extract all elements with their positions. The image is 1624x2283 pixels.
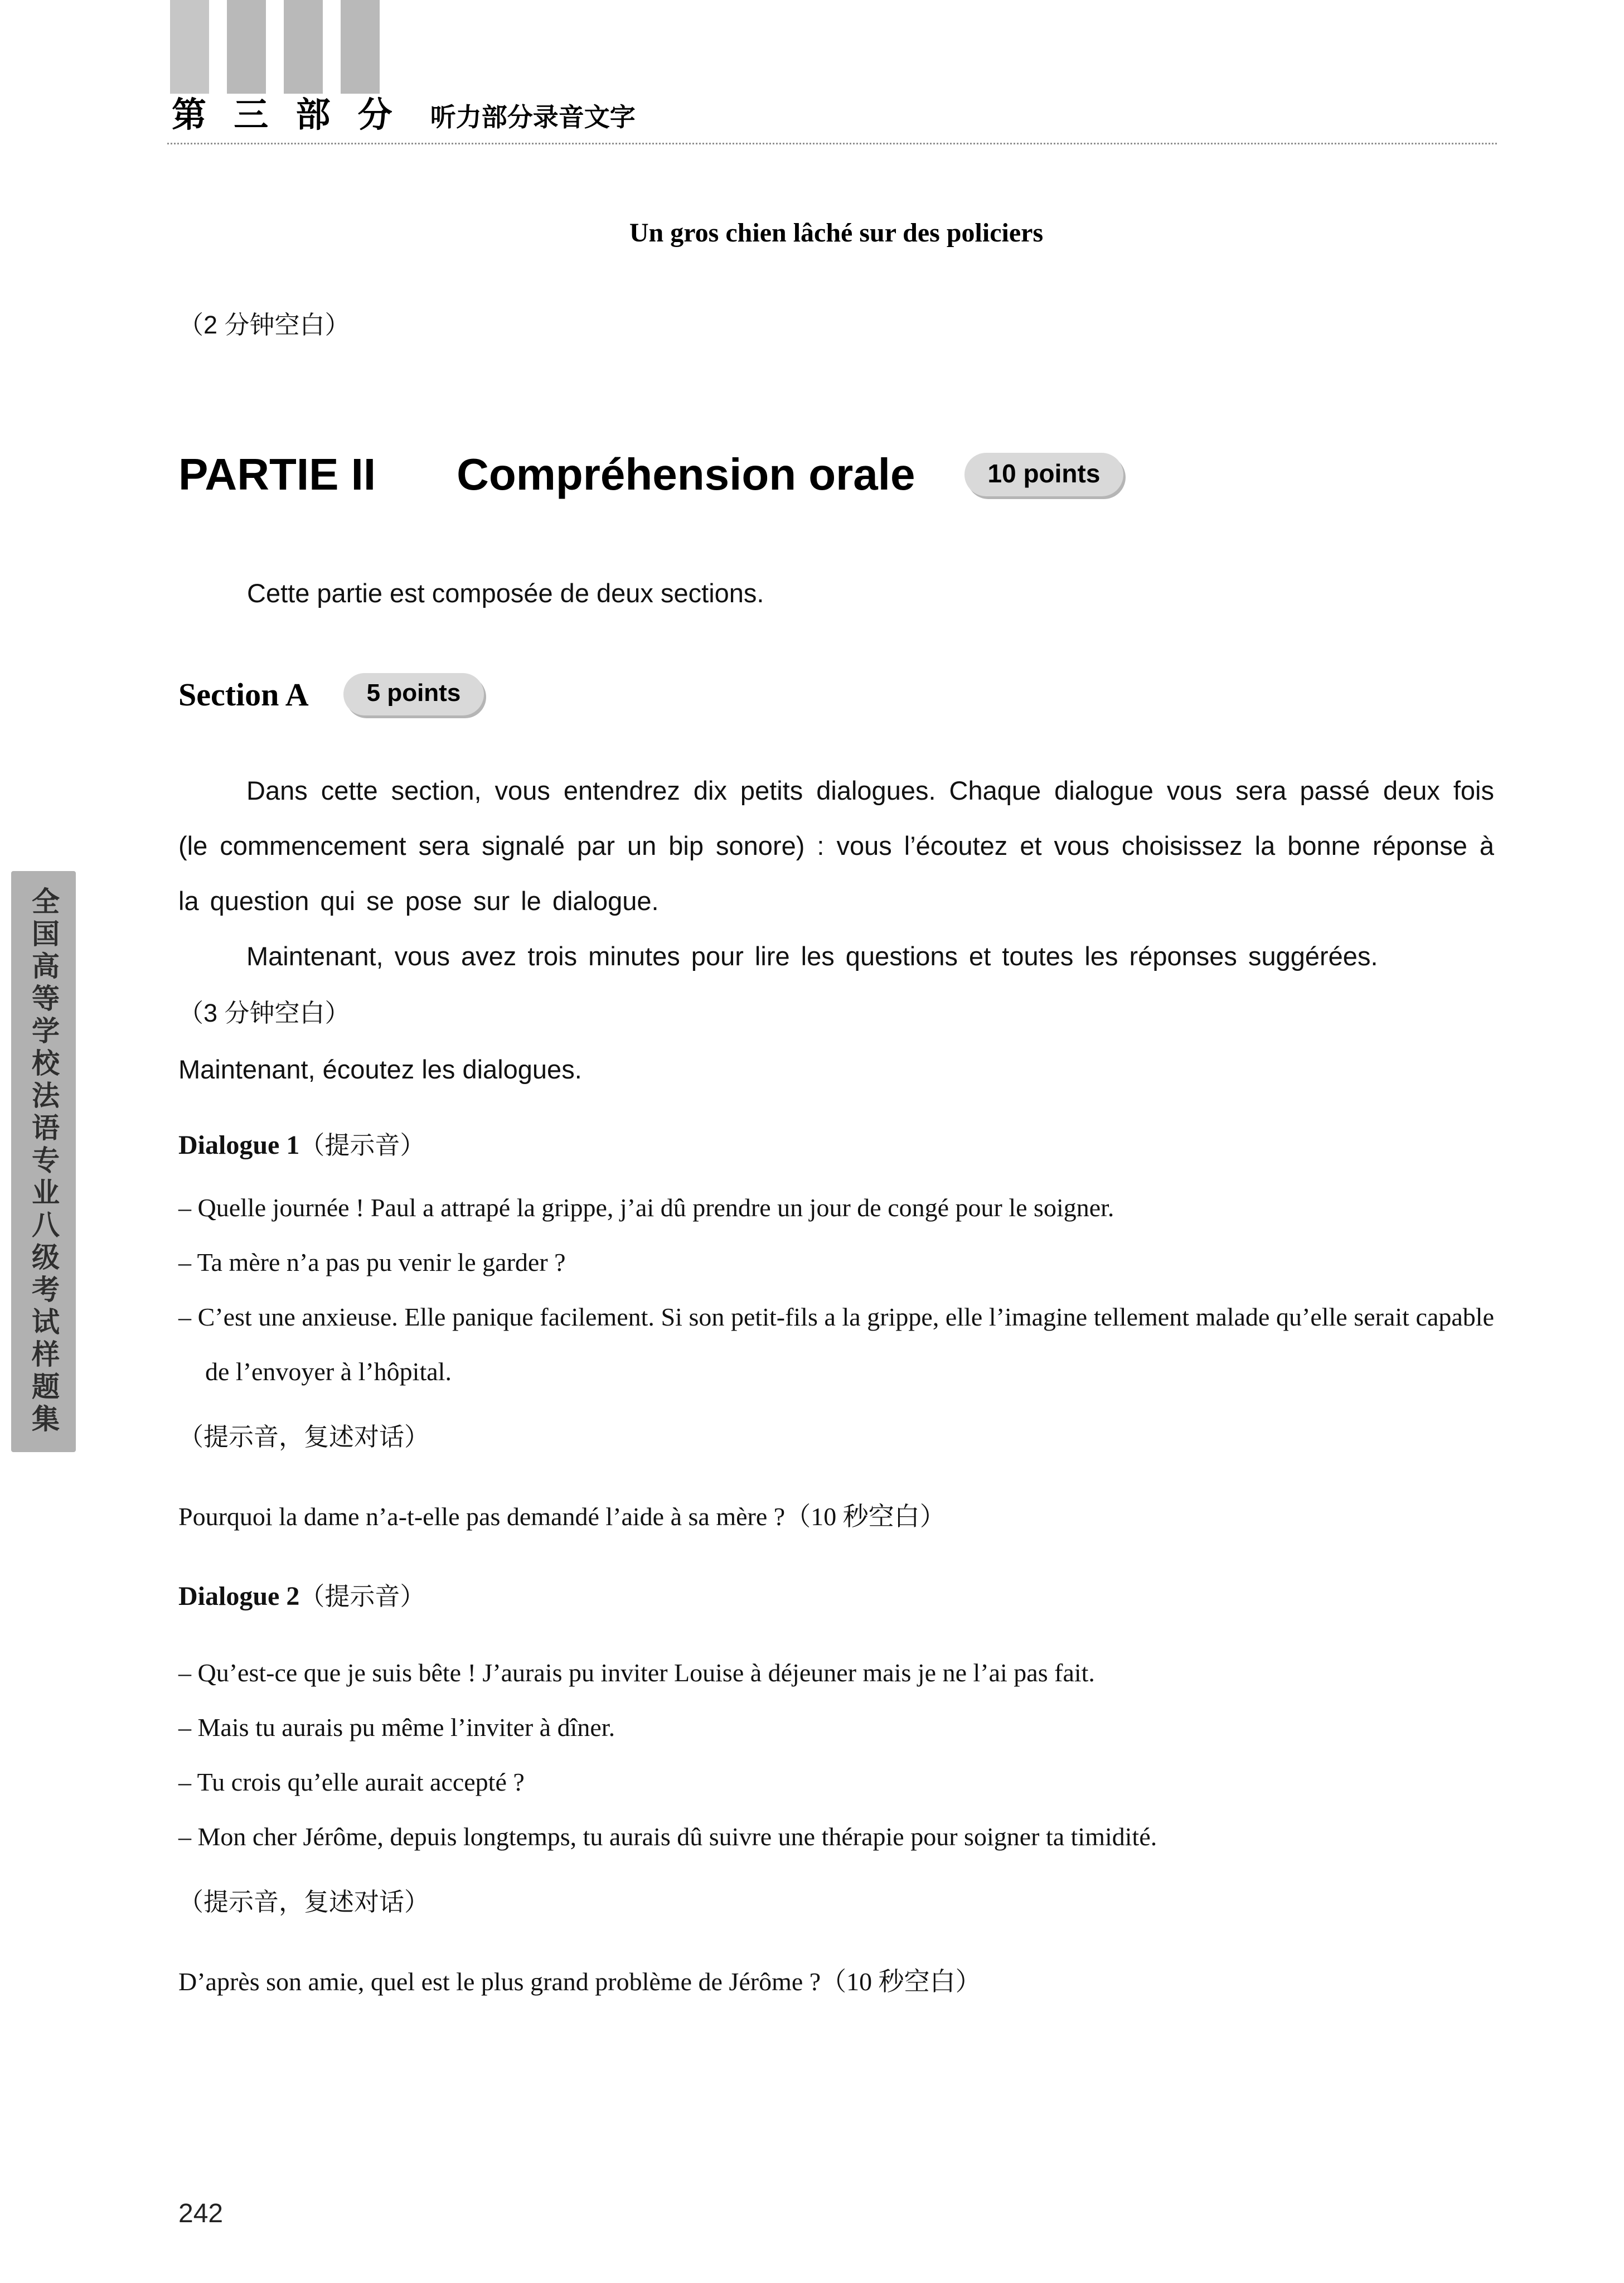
- dialogue-1-replay-note: （提示音，复述对话）: [178, 1423, 430, 1451]
- page-number: 242: [178, 2199, 224, 2228]
- dialogue-1-cue: （提示音）: [299, 1131, 425, 1159]
- section-a-label: Section A: [178, 676, 309, 713]
- dialogue-1-question: Pourquoi la dame n’a-t-elle pas demandé l’aide à sa mère ?（10 秒空白）: [178, 1502, 946, 1531]
- passage-title: Un gros chien lâché sur des policiers: [629, 218, 1044, 248]
- dialogue-line: – Tu crois qu’elle aurait accepté ?: [178, 1768, 525, 1796]
- dialogue-line: – Mais tu aurais pu même l’inviter à dîner.: [178, 1713, 615, 1742]
- dialogue-2-question: D’après son amie, quel est le plus grand problème de Jérôme ?（10 秒空白）: [178, 1967, 981, 1996]
- partie-points-badge: 10 points: [964, 453, 1124, 496]
- dialogue-2-replay-note: （提示音，复述对话）: [178, 1888, 430, 1916]
- section-a-instructions-2: Maintenant, vous avez trois minutes pour lire les questions et toutes les réponses suggérées.: [246, 941, 1378, 971]
- partie-title: Compréhension orale: [457, 449, 915, 499]
- dialogue-2-heading: [178, 1578, 1494, 1615]
- section-a-heading: [178, 673, 1494, 715]
- dialogue-line: – Ta mère n’a pas pu venir le garder ?: [178, 1248, 566, 1276]
- dialogue-line: – Qu’est-ce que je suis bête ! J’aurais pu inviter Louise à déjeuner mais je ne l’ai pas fait.: [178, 1658, 1095, 1687]
- partie-label: PARTIE II: [178, 449, 376, 499]
- header-section-label: 听力部分录音文字: [430, 103, 636, 132]
- dialogue-1-lines: [178, 1181, 1494, 1399]
- dialogue-1-heading: [178, 1127, 1494, 1164]
- sidebar-book-title: 全国高等学校法语专业八级考试样题集: [11, 871, 76, 1452]
- dialogue-line: – Mon cher Jérôme, depuis longtemps, tu aurais dû suivre une thérapie pour soigner ta timidité.: [178, 1822, 1157, 1851]
- content-column: [178, 0, 1494, 2001]
- section-a-instructions-1: Dans cette section, vous entendrez dix petits dialogues. Chaque dialogue vous sera passé deux fois (le commencement sera signalé par un bip sonore) : vous l’écoutez et vous choisissez la bonne réponse à la question qui se pose sur le dialogue.: [178, 776, 1494, 916]
- dialogue-1-label: Dialogue 1: [178, 1130, 300, 1160]
- dialogue-2-cue: （提示音）: [299, 1582, 425, 1610]
- partie-intro: Cette partie est composée de deux sections.: [247, 578, 764, 608]
- dialogue-line: – C’est une anxieuse. Elle panique facilement. Si son petit-fils a la grippe, elle l’imagine tellement malade qu’elle serait capable de l’envoyer à l’hôpital.: [178, 1303, 1494, 1386]
- blank-3min-note: （3 分钟空白）: [178, 999, 350, 1027]
- header-part-label: 第 三 部 分: [172, 96, 401, 134]
- section-a-points-badge: 5 points: [343, 673, 484, 715]
- blank-2min-note: （2 分钟空白）: [178, 311, 350, 339]
- dialogue-2-lines: [178, 1646, 1494, 1864]
- partie-heading: [178, 449, 1494, 499]
- dialogue-2-label: Dialogue 2: [178, 1581, 300, 1611]
- listen-instruction: Maintenant, écoutez les dialogues.: [178, 1055, 582, 1084]
- dialogue-line: – Quelle journée ! Paul a attrapé la grippe, j’ai dû prendre un jour de congé pour le soigner.: [178, 1193, 1114, 1222]
